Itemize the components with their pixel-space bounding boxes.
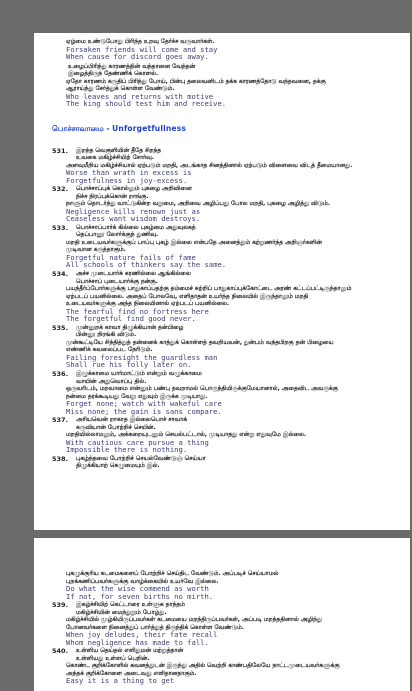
english-translation-line: Ceaseless want wisdom destroys.: [66, 214, 201, 224]
english-translation-line: Whom negligence has made to fall.: [66, 637, 209, 647]
tamil-text-line: முன்கூட்டியே சிந்தித்துத் தன்னைக் காத்துக் கொள்ளத் தவறியவன், துன்பம் வந்தபிறகு தன் பிழையை: [66, 338, 334, 346]
english-translation-line: Do what the wise commend as worth: [66, 584, 209, 593]
tamil-text-line: முன்னுறக் காவா திழுக்கியான் தன்பிழை: [76, 323, 184, 331]
english-translation-line: If not, for seven births no mirth.: [66, 591, 214, 601]
tamil-text-line: ஏழ்மை உண்டுபோது பிரிந்த உறவு தேர்ச்ச வருவார்கள்.: [66, 38, 215, 45]
tamil-text-line: அச்ச முடையார்க் கரணில்லை ஆங்கில்லை: [76, 270, 191, 278]
tamil-text-line: பொச்சாப் புடையார்க்கு நன்கு.: [76, 277, 158, 285]
tamil-text-line: இழைத்திருந் தேண்ணிக் கொளல்.: [68, 70, 159, 77]
tamil-text-line: ஆராய்ந்து சேர்த்துக் கொள்ள வேண்டும்.: [66, 85, 175, 92]
couplet-number: 540.: [52, 647, 69, 655]
tamil-text-line: இழுக்காமை யார்மாட்டும் என்றும் வழுக்காமை: [76, 370, 202, 377]
tamil-text-line: இகழ்ச்சியிற் கெட்டாரை உள்ளுக தாந்தம்: [76, 601, 185, 608]
tamil-text-line: திழுக்கியாற் கெழுமையும் இல்.: [76, 462, 160, 470]
english-translation-line: The king should test him and receive.: [66, 99, 227, 108]
tamil-text-line: உழைப்பிரிந்து காரணத்தின் வந்தானை வேந்தன்: [68, 62, 196, 70]
tamil-text-line: போனவர்களை நினைத்துப் பார்த்துத் திருந்திக் கொள்ள வேண்டும்.: [66, 623, 244, 631]
tamil-text-line: மறதி உடையவர்களுக்குப் பாப்பு புகழ் இல்லை என்பதே அனைத்தும் கற்றுணர்ந்த அறிஞர்களின்: [66, 238, 322, 246]
tamil-text-line: உவகை மகிழ்ச்சியிற் சோர்வு.: [76, 154, 154, 161]
tamil-text-line: ஏதோ காரணம் கருதிப் பிரிந்து போய், பின்பு தலைவனிடம் தக்க காரணத்தோடு வந்தவனை, தக்கு: [66, 77, 326, 85]
couplet-number: 531.: [52, 146, 69, 155]
tamil-text-line: புகழ்ந்தவை போற்றிச் செயல்வேண்டுஞ் செய்யா: [76, 454, 206, 462]
couplet-number: 538.: [52, 454, 69, 463]
tamil-text-line: அளவுமீறிய மகிழ்ச்சியால் ஏற்படும் மறதி, அடங்காத சினத்தினால் ஏற்படும் விளைவை விடத் தீமையானது.: [66, 161, 353, 169]
tamil-text-line: புகழுக்குரிய கடமைகளைப் போற்றிச் செய்திட வேண்டும். அப்படிச் செய்யாமல்: [66, 570, 279, 577]
tamil-text-line: தெப்பானூ லோர்க்குந் துணிவு.: [76, 231, 159, 239]
english-translation-line: With cautious care pursue a thing: [66, 437, 209, 447]
english-translation-line: Forgetfulness in joy-excess.: [66, 175, 188, 185]
couplet-number: 533.: [52, 223, 69, 232]
tamil-text-line: பொச்சாப்புக் கொல்லும் புகழை அறிவினை: [76, 185, 192, 193]
tamil-text-line: கொண்ட குறிக்கோளில் கவனத்துடன் இருந்து அதில் வெற்றி காண்பதிலேயே நாட்டமுடையவர்களுக்கு: [66, 662, 340, 669]
tamil-text-line: எண்ணிக் கவலைப்பட நேரிடும்.: [66, 346, 153, 354]
tamil-text-line: பொச்சாப்பார்க் கில்லை புகழ்மை அதுவுலகத்: [76, 223, 196, 231]
english-translation-line: The fearful find no fortress here: [66, 306, 209, 316]
tamil-text-line: முடிவான கருத்தாகும்.: [66, 246, 126, 254]
tamil-text-line: ஒருவரிடம், மறவாமை என்னும் பண்பு தவறாமல் பொருந்தியிருக்குமேயானால், அதைவிட அவருக்கு: [66, 385, 338, 392]
tamil-text-line: உள்ளியது உள்ளப் பெறின்.: [76, 654, 150, 662]
tamil-text-line: வாயின் அதுவொப்பு தில்.: [76, 377, 147, 385]
english-translation-line: Negligence kills renown just as: [66, 206, 201, 216]
document-page-1: [34, 33, 410, 530]
couplet-number: 534.: [52, 270, 69, 279]
tamil-text-line: புறக்கணிப்பவர்களுக்கு வாழ்க்கையில் உயர்வே இல்லை.: [66, 577, 219, 585]
english-translation-line: Forsaken friends will come and stay: [66, 44, 218, 54]
chapter-heading: [52, 125, 186, 133]
tamil-text-line: பயந்தீர்ப்போர்களுக்கு பாதுகாப்பதற்கு தம்மைச் சுற்றிப் பாதுகாப்புக்கோட்டை அரண் கட்டப்பட்டிருந்தாலும்: [66, 285, 352, 293]
tamil-text-line: அரியவென் றாகாத இல்லைபொச் சாவாக்: [76, 416, 188, 424]
tamil-text-line: மகிழ்ச்சியில் மூழ்கியிருப்பவர்கள் கடமையை மறந்திருப்பவர்கள், அப்படி மறந்ததினால் அழிந்து: [66, 616, 322, 623]
english-translation-line: Easy it is a thing to get: [66, 676, 175, 685]
english-translation-line: When cause for discord goes away.: [66, 52, 209, 61]
tamil-text-line: உள்ளிய தெய்தல் எளிதுமன் மற்றுத்தான்: [76, 647, 184, 654]
chapter-heading-english: Unforgetfullness: [112, 123, 187, 133]
couplet-number: 539.: [52, 601, 69, 609]
tamil-text-line: நிச்ச நிரப்புக்கொன் றாங்கு.: [76, 192, 149, 200]
couplet-number: 535.: [52, 323, 69, 332]
tamil-text-line: மகிழ்ச்சியின் மைந்துறும் போழ்து.: [76, 608, 167, 616]
english-translation-line: All schools of thinkers say the same.: [66, 260, 227, 270]
tamil-text-line: நன்மை தரக்கூடியது வேறு எதுவும் இருக்க முடியாது.: [66, 392, 208, 400]
couplet-number: 537.: [52, 416, 69, 425]
english-translation-line: Forgetful nature fails of fame: [66, 252, 196, 262]
english-translation-line: Failing foresight the guardless man: [66, 352, 218, 362]
couplet-number: 532.: [52, 185, 69, 194]
tamil-text-line: இறந்த வெகுளியின் தீதே சிறந்த: [76, 146, 162, 154]
english-translation-line: When joy deludes, their fate recall: [66, 630, 218, 639]
tamil-text-line: கருவியான் போற்றிச் செயின்.: [76, 423, 156, 431]
english-translation-line: Forget none; watch with wakeful care: [66, 399, 222, 408]
tamil-text-line: உடையவர்களுக்கு அந்த நிலையினால் ஏற்படப் பயனில்லை.: [66, 300, 230, 308]
chapter-heading-sep: -: [103, 123, 113, 133]
english-translation-line: The forgetful find good never.: [66, 314, 196, 324]
english-translation-line: Impossible there is nothing.: [66, 445, 188, 455]
english-translation-line: Who leaves and returns with motive: [66, 91, 214, 101]
tamil-text-line: பின்னூ றிரங்கி விடும்.: [76, 331, 137, 339]
english-translation-line: Miss none; the gain is sans compare.: [66, 406, 222, 416]
document-page-2: [34, 538, 410, 691]
tamil-text-line: அந்தக் குறிக்கோளை அடைவது எளிதானதாகும்.: [66, 669, 197, 677]
english-translation-line: Shall rue his folly later on.: [66, 360, 192, 370]
chapter-heading-tamil: பொச்சாவாமை: [52, 123, 104, 133]
tamil-text-line: நாளும் தொடர்ந்து வாட்டுகின்ற வறுமை, அறிவை அழிப்பது போல மறதி, புகழை அழித்து விடும்.: [66, 200, 330, 208]
tamil-text-line: ஏற்படப் பயனில்லை. அதைப் போலவே, எளிதாதன் உயர்ந்த நிலையில் இருந்தாலும் மறதி: [66, 292, 309, 300]
tamil-text-line: மறதியில்லாமலும், அக்கறையுடனும் செயல்பட்டால், முடியாதது என்று எதுவுமே இல்லை.: [66, 431, 307, 439]
english-translation-line: Worse than wrath in excess is: [66, 168, 192, 177]
couplet-number: 536.: [52, 370, 69, 378]
